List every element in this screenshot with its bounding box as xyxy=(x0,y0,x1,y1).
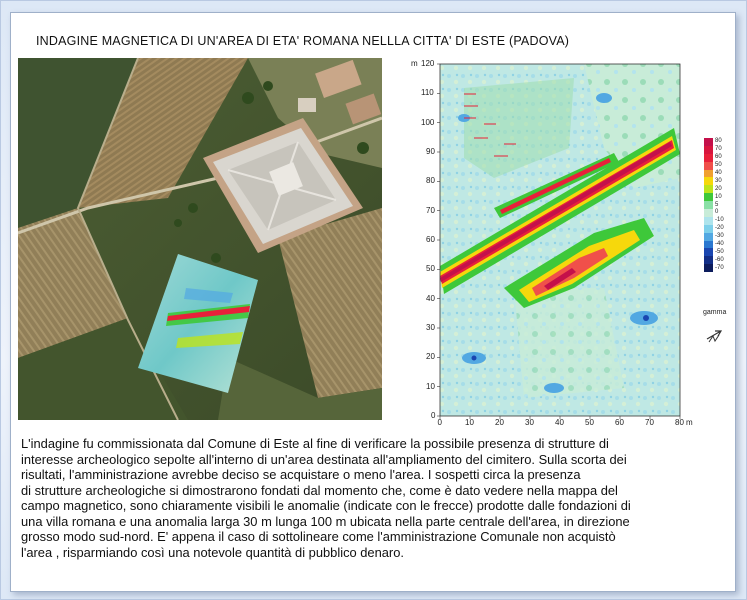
legend-item xyxy=(704,201,734,209)
y-tick-label: 40 xyxy=(426,293,435,303)
y-tick-label: 90 xyxy=(426,147,435,156)
legend-label: -10 xyxy=(715,217,724,224)
legend-item xyxy=(704,177,734,185)
y-tick-label: 50 xyxy=(426,264,435,274)
legend-label: -30 xyxy=(715,233,724,240)
x-tick-label: 60 xyxy=(615,418,624,427)
legend-swatch xyxy=(704,146,713,154)
legend-swatch xyxy=(704,233,713,241)
legend-label: 60 xyxy=(715,154,722,161)
legend-swatch xyxy=(704,248,713,256)
y-tick-label: 30 xyxy=(426,323,435,332)
legend-item xyxy=(704,217,734,225)
legend-swatch xyxy=(704,241,713,249)
legend-swatch xyxy=(704,217,713,225)
legend-swatch xyxy=(704,209,713,217)
legend-item xyxy=(704,162,734,170)
description-line: L'indagine fu commissionata dal Comune di Este al fine di verificare la possibile presenza di strutture di xyxy=(21,436,609,451)
legend-item xyxy=(704,146,734,154)
aerial-photo-graphic xyxy=(18,58,382,420)
y-tick-label: 60 xyxy=(426,235,435,244)
legend-swatch xyxy=(704,170,713,178)
y-tick-label: 80 xyxy=(426,176,435,186)
legend-label: 30 xyxy=(715,177,722,184)
y-tick-label: 110 xyxy=(421,88,434,98)
x-tick-label: 20 xyxy=(495,418,504,427)
legend-label: 70 xyxy=(715,146,722,153)
legend-label: 80 xyxy=(715,138,722,145)
description-line: risultati, l'amministrazione avrebbe deciso se acquistare o meno l'area. I sospetti circa la presenza xyxy=(21,467,581,482)
legend-label: -60 xyxy=(715,256,724,263)
y-tick-label: 10 xyxy=(426,381,435,391)
legend-label: 40 xyxy=(715,170,722,176)
magnetic-map-graphic xyxy=(404,58,734,430)
legend-label: 10 xyxy=(715,193,722,200)
legend-swatch xyxy=(704,185,713,193)
y-tick-label: 100 xyxy=(421,117,435,127)
legend-label: -50 xyxy=(715,248,724,255)
legend-item xyxy=(704,256,734,264)
x-tick-label: 0 xyxy=(437,418,442,427)
description-line: una villa romana e una anomalia larga 30 m lunga 100 m ubicata nella parte centrale dell'area, in direzione xyxy=(21,513,630,529)
description-line: campo magnetico, sono chiaramente visibili le anomalie (indicate con le frecce) prodotte dalle fondazioni di xyxy=(21,498,631,513)
legend-swatch xyxy=(704,225,713,233)
legend-item xyxy=(704,193,734,201)
legend-swatch xyxy=(704,177,713,185)
legend-label: 5 xyxy=(715,201,719,208)
legend-unit-label: gamma xyxy=(703,309,727,316)
description-text xyxy=(21,436,733,560)
legend-label: 50 xyxy=(715,162,722,169)
y-unit-label: m xyxy=(411,59,418,68)
legend-item xyxy=(704,154,734,162)
description-line: di strutture archeologiche si dimostrarono fondati dal momento che, come è dato vedere nella mappa del xyxy=(21,482,618,498)
page-title: INDAGINE MAGNETICA DI UN'AREA DI ETA' ROMANA NELLLA CITTA' DI ESTE (PADOVA) xyxy=(36,34,570,48)
legend-item xyxy=(704,170,734,178)
y-tick-label: 120 xyxy=(421,59,435,68)
legend-item xyxy=(704,225,734,233)
legend-item xyxy=(704,185,734,193)
x-unit-label: m xyxy=(686,418,693,427)
north-arrow-icon xyxy=(705,327,725,343)
aerial-photo xyxy=(18,58,382,420)
color-scale-legend xyxy=(704,138,734,272)
legend-swatch xyxy=(704,264,713,272)
legend-swatch xyxy=(704,256,713,264)
legend-item xyxy=(704,241,734,249)
y-tick-label: 20 xyxy=(426,352,435,362)
x-tick-label: 10 xyxy=(465,418,474,427)
x-tick-label: 30 xyxy=(525,418,534,427)
legend-swatch xyxy=(704,193,713,201)
description-line: interesse archeologico sepolte all'interno di un'area destinata all'ampliamento del cimitero. Sulla scorta dei xyxy=(21,451,627,467)
legend-item xyxy=(704,248,734,256)
y-tick-label: 0 xyxy=(431,411,436,420)
legend-item xyxy=(704,233,734,241)
legend-swatch xyxy=(704,138,713,146)
x-tick-label: 40 xyxy=(555,418,564,427)
legend-item xyxy=(704,264,734,272)
legend-item xyxy=(704,138,734,146)
legend-swatch xyxy=(704,201,713,209)
legend-label: -70 xyxy=(715,264,724,271)
description-line: l'area , risparmiando così una notevole quantità di pubblico denaro. xyxy=(21,544,404,560)
magnetic-map xyxy=(404,58,734,430)
x-tick-label: 80 xyxy=(675,418,684,427)
legend-label: 20 xyxy=(715,185,722,192)
legend-item xyxy=(704,209,734,217)
legend-label: -40 xyxy=(715,241,724,248)
legend-swatch xyxy=(704,154,713,162)
legend-swatch xyxy=(704,162,713,170)
description-line: grosso modo sud-nord. E' appena il caso di sottolineare come l'amministrazione Comunale non acquistò xyxy=(21,529,616,544)
x-tick-label: 50 xyxy=(585,418,594,427)
legend-label: -20 xyxy=(715,225,724,232)
x-tick-label: 70 xyxy=(645,418,654,427)
legend-label: 0 xyxy=(715,209,719,216)
y-tick-label: 70 xyxy=(426,205,435,215)
